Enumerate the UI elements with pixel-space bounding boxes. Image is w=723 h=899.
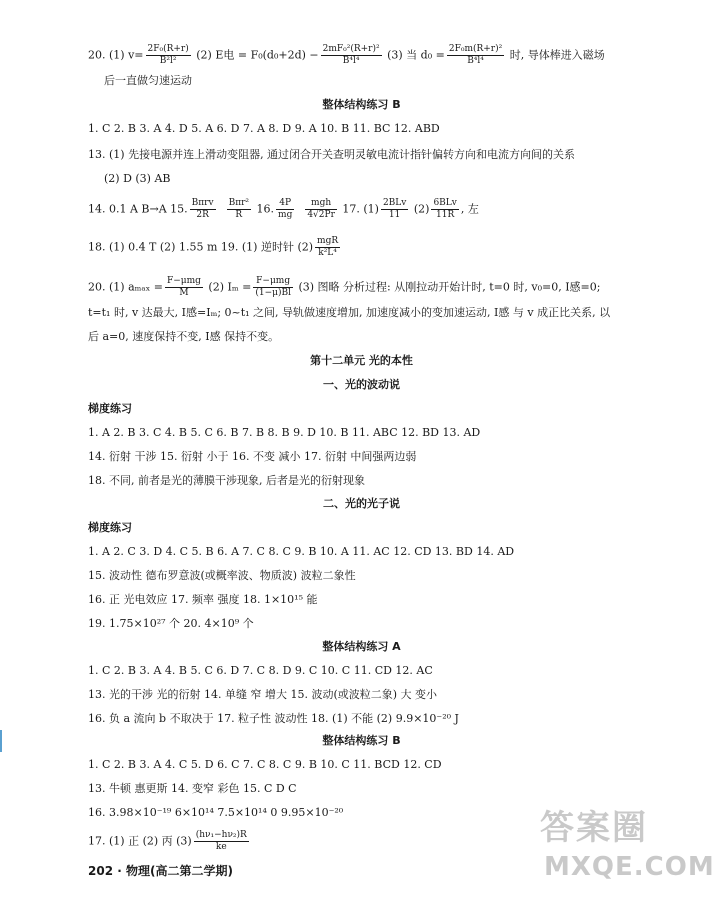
denominator: 2R [196, 210, 209, 220]
text: 17. (1) 正 (2) 丙 (3) [88, 834, 192, 848]
text: 时, 导体棒进入磁场 [506, 48, 605, 62]
denominator: 4√2Pr [307, 210, 335, 220]
fraction [447, 44, 504, 67]
denominator: k²L⁴ [318, 248, 337, 258]
denominator: mg [278, 210, 293, 220]
section-heading: 整体结构练习 B [322, 98, 401, 111]
text: 18. (1) 0.4 T (2) 1.55 m 19. (1) 逆时针 (2) [88, 240, 314, 254]
fraction [305, 198, 337, 221]
fraction [276, 198, 294, 221]
fraction [194, 830, 249, 853]
watermark-url: MXQE.COM [544, 852, 715, 882]
answer-row-14 [88, 198, 688, 221]
fraction [190, 198, 216, 221]
text: 20. (1) [88, 48, 129, 62]
unit-heading: 第十二单元 光的本性 [310, 354, 413, 367]
numerator: mgR [317, 236, 339, 246]
answer-row-20 [88, 276, 688, 299]
text: 20. (1) aₘₐₓ = [88, 280, 163, 294]
section-heading: 整体结构练习 A [322, 640, 401, 653]
fraction [321, 44, 382, 67]
numerator: 2F₀(R+r) [147, 44, 189, 54]
denominator: 11 [388, 210, 401, 220]
denominator: ke [215, 842, 227, 852]
answer-row: 14. 衍射 干涉 15. 衍射 小于 16. 不变 减小 17. 衍射 中间强两边弱 [88, 450, 417, 463]
subsection-heading: 梯度练习 [88, 521, 132, 534]
numerator: 2F₀m(R+r)² [448, 44, 503, 54]
answer-row: 18. 不同, 前者是光的薄膜干涉现象, 后者是光的衍射现象 [88, 474, 365, 487]
fraction [381, 198, 408, 221]
margin-marker [0, 730, 2, 752]
fraction [431, 198, 458, 221]
answer-row: 15. 波动性 德布罗意波(或概率波、物质波) 波粒二象性 [88, 569, 356, 582]
numerator: Bπrv [191, 198, 214, 208]
text: 16. [253, 202, 275, 216]
answer-row: 1. A 2. B 3. C 4. B 5. C 6. B 7. B 8. B 9. D 10. B 11. ABC 12. BD 13. AD [88, 426, 481, 439]
numerator: F−μmg [253, 276, 293, 288]
fraction [165, 276, 203, 299]
answer-row: 13. 牛顿 惠更斯 14. 变窄 彩色 15. C D C [88, 782, 297, 795]
denominator: B⁴l⁴ [342, 56, 360, 66]
text: (3) 图略 分析过程: 从刚拉动开始计时, t=0 时, v₀=0, I感=0; [294, 280, 601, 294]
numerator: Bπr² [228, 198, 250, 208]
watermark-logo [540, 800, 715, 890]
answer-row-18 [88, 236, 688, 259]
numerator: 2BLv [382, 198, 407, 208]
answer-row: 1. A 2. C 3. D 4. C 5. B 6. A 7. C 8. C 9. B 10. A 11. AC 12. CD 13. BD 14. AD [88, 545, 515, 558]
denominator: (1−μ)Bl [255, 288, 291, 298]
fraction [227, 198, 251, 221]
answer-row: 16. 3.98×10⁻¹⁹ 6×10¹⁴ 7.5×10¹⁴ 0 9.95×10⁻²⁰ [88, 806, 344, 819]
text: 17. (1) [338, 202, 379, 216]
numerator: 2mF₀²(R+r)² [322, 44, 380, 54]
text: (2) E电 = F₀(d₀+2d) − [192, 48, 319, 62]
answer-row: 16. 负 a 流向 b 不取决于 17. 粒子性 波动性 18. (1) 不能 (2) 9.9×10⁻²⁰ J [88, 712, 459, 725]
numerator: mgh [305, 198, 337, 210]
answer-row: (2) D (3) AB [104, 172, 171, 185]
denominator: B⁴l⁴ [467, 56, 484, 66]
fraction [315, 236, 340, 259]
answer-row: 13. 光的干涉 光的衍射 14. 单缝 窄 增大 15. 波动(或波粒二象) 大 变小 [88, 688, 438, 701]
answer-20-line2: 后一直做匀速运动 [104, 74, 192, 87]
fraction [253, 276, 293, 299]
fraction [146, 44, 191, 67]
answer-row: t=t₁ 时, v 达最大, I感=Iₘ; 0~t₁ 之间, 导轨做速度增加, 加速度减小的变加速运动, I感 与 v 成正比关系, 以 [88, 306, 611, 319]
denominator: 11R [436, 210, 455, 220]
answer-row: 后 a=0, 速度保持不变, I感 保持不变。 [88, 330, 280, 343]
answer-20-line1 [88, 44, 688, 67]
page-footer: 202 · 物理(高二第二学期) [88, 864, 233, 878]
numerator: F−μmg [167, 276, 201, 286]
text: , 左 [460, 202, 479, 216]
text: (2) Iₘ = [204, 280, 252, 294]
numerator: 6BLv [433, 198, 457, 208]
denominator: B²l² [159, 56, 177, 66]
watermark-text: 答案圈 [540, 808, 648, 848]
answer-row: 1. C 2. B 3. A 4. B 5. C 6. D 7. C 8. D 9. C 10. C 11. CD 12. AC [88, 664, 433, 677]
text: (3) 当 d₀ = [383, 48, 445, 62]
section-heading: 整体结构练习 B [322, 734, 401, 747]
answer-row: 13. (1) 先接电源并连上滑动变阻器, 通过闭合开关查明灵敏电流计指针偏转方向和电流方向间的关系 [88, 148, 576, 161]
numerator: (hν₁−hν₂)R [195, 830, 247, 840]
subsection-heading: 梯度练习 [88, 402, 132, 415]
text: (2) [410, 202, 430, 216]
section-heading: 一、光的波动说 [323, 378, 400, 391]
section-heading: 二、光的光子说 [323, 497, 400, 510]
answer-row: 1. C 2. B 3. A 4. D 5. A 6. D 7. A 8. D 9. A 10. B 11. BC 12. ABD [88, 122, 440, 135]
text: 14. 0.1 A B→A 15. [88, 202, 188, 216]
denominator: R [235, 210, 243, 220]
answer-row: 19. 1.75×10²⁷ 个 20. 4×10⁹ 个 [88, 617, 254, 630]
answer-row: 16. 正 光电效应 17. 频率 强度 18. 1×10¹⁵ 能 [88, 593, 318, 606]
text: v= [128, 48, 144, 62]
numerator: 4P [276, 198, 294, 210]
answer-row: 1. C 2. B 3. A 4. C 5. D 6. C 7. C 8. C 9. B 10. C 11. BCD 12. CD [88, 758, 442, 771]
denominator: M [179, 288, 189, 298]
